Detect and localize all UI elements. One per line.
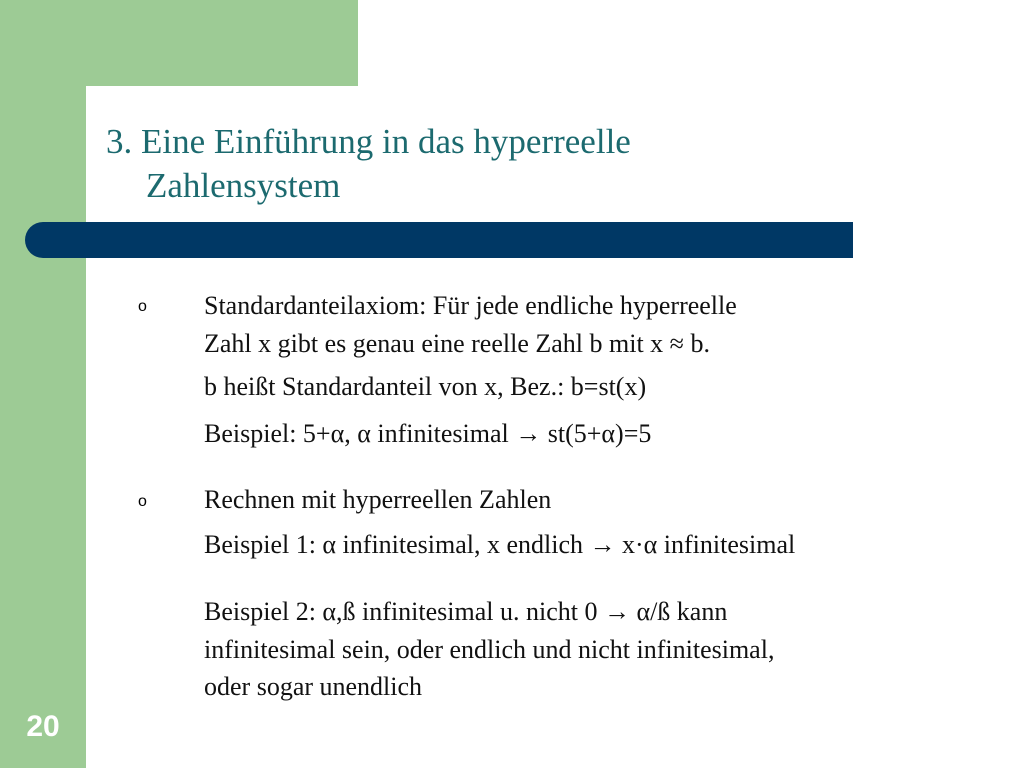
bullet-2-line-1: Rechnen mit hyperreellen Zahlen [204, 485, 552, 514]
slide-number: 20 [26, 710, 60, 743]
title-line-1: 3. Eine Einführung in das hyperreelle [106, 122, 631, 161]
green-top-block [86, 0, 358, 86]
bullet-2-line-2: Beispiel 1: α infinitesimal, x endlich → x·α infinitesimal [204, 530, 796, 559]
bullet-1-line-3: b heißt Standardanteil von x, Bez.: b=st(x) [204, 372, 647, 401]
bullet-1-line-4: Beispiel: 5+α, α infinitesimal → st(5+α)=5 [204, 419, 652, 448]
bullet-marker-2: o [138, 493, 147, 510]
bullet-2-line-5: oder sogar unendlich [204, 672, 423, 701]
title-line-2: Zahlensystem [146, 166, 341, 205]
green-sidebar [0, 0, 86, 768]
slide-title [106, 120, 866, 208]
title-divider-bar [25, 222, 853, 258]
bullet-2-line-4: infinitesimal sein, oder endlich und nicht infinitesimal, [204, 635, 775, 664]
bullet-1-line-2: Zahl x gibt es genau eine reelle Zahl b mit x ≈ b. [204, 329, 710, 358]
bullet-1-line-1: Standardanteilaxiom: Für jede endliche hyperreelle [204, 291, 737, 320]
bullet-2-line-3: Beispiel 2: α,ß infinitesimal u. nicht 0 → α/ß kann [204, 597, 728, 626]
bullet-marker-1: o [138, 298, 147, 315]
